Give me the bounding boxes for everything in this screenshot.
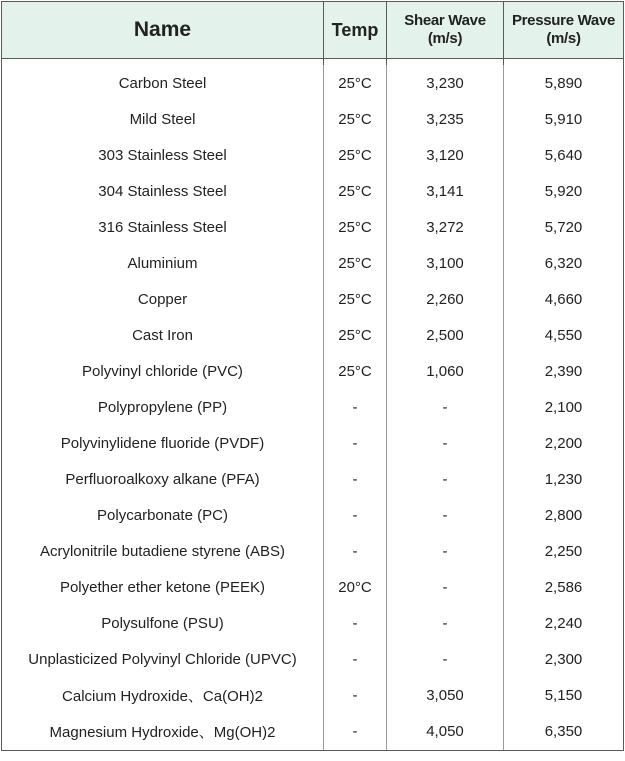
cell-pressure-wave: 2,390	[504, 353, 624, 389]
cell-pressure-wave: 2,240	[504, 605, 624, 641]
cell-shear-wave: 3,272	[387, 209, 504, 245]
cell-pressure-wave: 2,200	[504, 425, 624, 461]
cell-name: Carbon Steel	[2, 65, 324, 101]
cell-temp: -	[324, 389, 387, 425]
cell-temp: -	[324, 533, 387, 569]
table-row	[2, 425, 624, 461]
cell-shear-wave: 2,500	[387, 317, 504, 353]
cell-name: Polysulfone (PSU)	[2, 605, 324, 641]
table-row	[2, 605, 624, 641]
cell-name: Calcium Hydroxide、Ca(OH)2	[2, 677, 324, 713]
cell-temp: 25°C	[324, 209, 387, 245]
cell-name: Copper	[2, 281, 324, 317]
cell-temp: 25°C	[324, 245, 387, 281]
cell-temp: -	[324, 605, 387, 641]
cell-name: Aluminium	[2, 245, 324, 281]
cell-pressure-wave: 2,100	[504, 389, 624, 425]
cell-name: Mild Steel	[2, 101, 324, 137]
cell-shear-wave: -	[387, 389, 504, 425]
cell-pressure-wave: 2,800	[504, 497, 624, 533]
sound-velocity-table-container	[1, 1, 623, 751]
cell-pressure-wave: 6,350	[504, 713, 624, 751]
sound-velocity-table	[1, 1, 624, 751]
header-temp: Temp	[324, 2, 387, 59]
cell-pressure-wave: 5,920	[504, 173, 624, 209]
table-header	[2, 2, 624, 59]
table-row	[2, 209, 624, 245]
table-row	[2, 569, 624, 605]
table-row	[2, 173, 624, 209]
cell-temp: 20°C	[324, 569, 387, 605]
cell-pressure-wave: 1,230	[504, 461, 624, 497]
cell-pressure-wave: 2,300	[504, 641, 624, 677]
cell-pressure-wave: 5,640	[504, 137, 624, 173]
table-row	[2, 101, 624, 137]
table-row	[2, 677, 624, 713]
cell-temp: -	[324, 713, 387, 751]
cell-shear-wave: 2,260	[387, 281, 504, 317]
cell-temp: 25°C	[324, 353, 387, 389]
header-shear-wave	[387, 2, 504, 59]
cell-shear-wave: -	[387, 461, 504, 497]
cell-name: Magnesium Hydroxide、Mg(OH)2	[2, 713, 324, 751]
cell-shear-wave: 3,120	[387, 137, 504, 173]
table-row	[2, 713, 624, 751]
table-row	[2, 245, 624, 281]
cell-temp: -	[324, 497, 387, 533]
cell-temp: 25°C	[324, 173, 387, 209]
cell-name: 316 Stainless Steel	[2, 209, 324, 245]
cell-pressure-wave: 2,586	[504, 569, 624, 605]
cell-name: Polyether ether ketone (PEEK)	[2, 569, 324, 605]
cell-pressure-wave: 5,150	[504, 677, 624, 713]
table-body	[2, 65, 624, 751]
cell-temp: 25°C	[324, 137, 387, 173]
cell-shear-wave: -	[387, 497, 504, 533]
table-row	[2, 137, 624, 173]
cell-temp: 25°C	[324, 101, 387, 137]
cell-pressure-wave: 5,910	[504, 101, 624, 137]
cell-temp: -	[324, 641, 387, 677]
cell-shear-wave: -	[387, 533, 504, 569]
cell-temp: 25°C	[324, 317, 387, 353]
cell-pressure-wave: 4,550	[504, 317, 624, 353]
cell-shear-wave: -	[387, 605, 504, 641]
cell-name: 303 Stainless Steel	[2, 137, 324, 173]
cell-name: Polyvinylidene fluoride (PVDF)	[2, 425, 324, 461]
table-row	[2, 281, 624, 317]
header-pressure-wave-unit: (m/s)	[546, 30, 581, 47]
cell-shear-wave: 3,235	[387, 101, 504, 137]
cell-temp: -	[324, 677, 387, 713]
cell-temp: 25°C	[324, 281, 387, 317]
cell-shear-wave: -	[387, 641, 504, 677]
table-row	[2, 317, 624, 353]
cell-pressure-wave: 5,890	[504, 65, 624, 101]
header-shear-wave-unit: (m/s)	[427, 30, 463, 47]
cell-pressure-wave: 6,320	[504, 245, 624, 281]
table-row	[2, 65, 624, 101]
table-row	[2, 641, 624, 677]
cell-pressure-wave: 5,720	[504, 209, 624, 245]
table-row	[2, 533, 624, 569]
cell-name: Unplasticized Polyvinyl Chloride (UPVC)	[2, 641, 324, 677]
header-name: Name	[2, 2, 324, 59]
cell-shear-wave: -	[387, 569, 504, 605]
cell-name: Acrylonitrile butadiene styrene (ABS)	[2, 533, 324, 569]
cell-name: Polycarbonate (PC)	[2, 497, 324, 533]
cell-shear-wave: 1,060	[387, 353, 504, 389]
cell-name: Cast Iron	[2, 317, 324, 353]
cell-temp: 25°C	[324, 65, 387, 101]
cell-pressure-wave: 2,250	[504, 533, 624, 569]
cell-pressure-wave: 4,660	[504, 281, 624, 317]
header-shear-wave-label: Shear Wave	[404, 12, 486, 29]
cell-shear-wave: 3,100	[387, 245, 504, 281]
cell-shear-wave: 3,141	[387, 173, 504, 209]
cell-temp: -	[324, 425, 387, 461]
cell-shear-wave: 4,050	[387, 713, 504, 751]
cell-temp: -	[324, 461, 387, 497]
cell-name: Perfluoroalkoxy alkane (PFA)	[2, 461, 324, 497]
cell-name: Polypropylene (PP)	[2, 389, 324, 425]
cell-name: 304 Stainless Steel	[2, 173, 324, 209]
header-pressure-wave	[504, 2, 624, 59]
cell-name: Polyvinyl chloride (PVC)	[2, 353, 324, 389]
table-row	[2, 389, 624, 425]
cell-shear-wave: 3,050	[387, 677, 504, 713]
cell-shear-wave: 3,230	[387, 65, 504, 101]
table-row	[2, 497, 624, 533]
cell-shear-wave: -	[387, 425, 504, 461]
table-row	[2, 461, 624, 497]
header-pressure-wave-label: Pressure Wave	[511, 12, 616, 29]
header-row	[2, 2, 624, 59]
table-row	[2, 353, 624, 389]
